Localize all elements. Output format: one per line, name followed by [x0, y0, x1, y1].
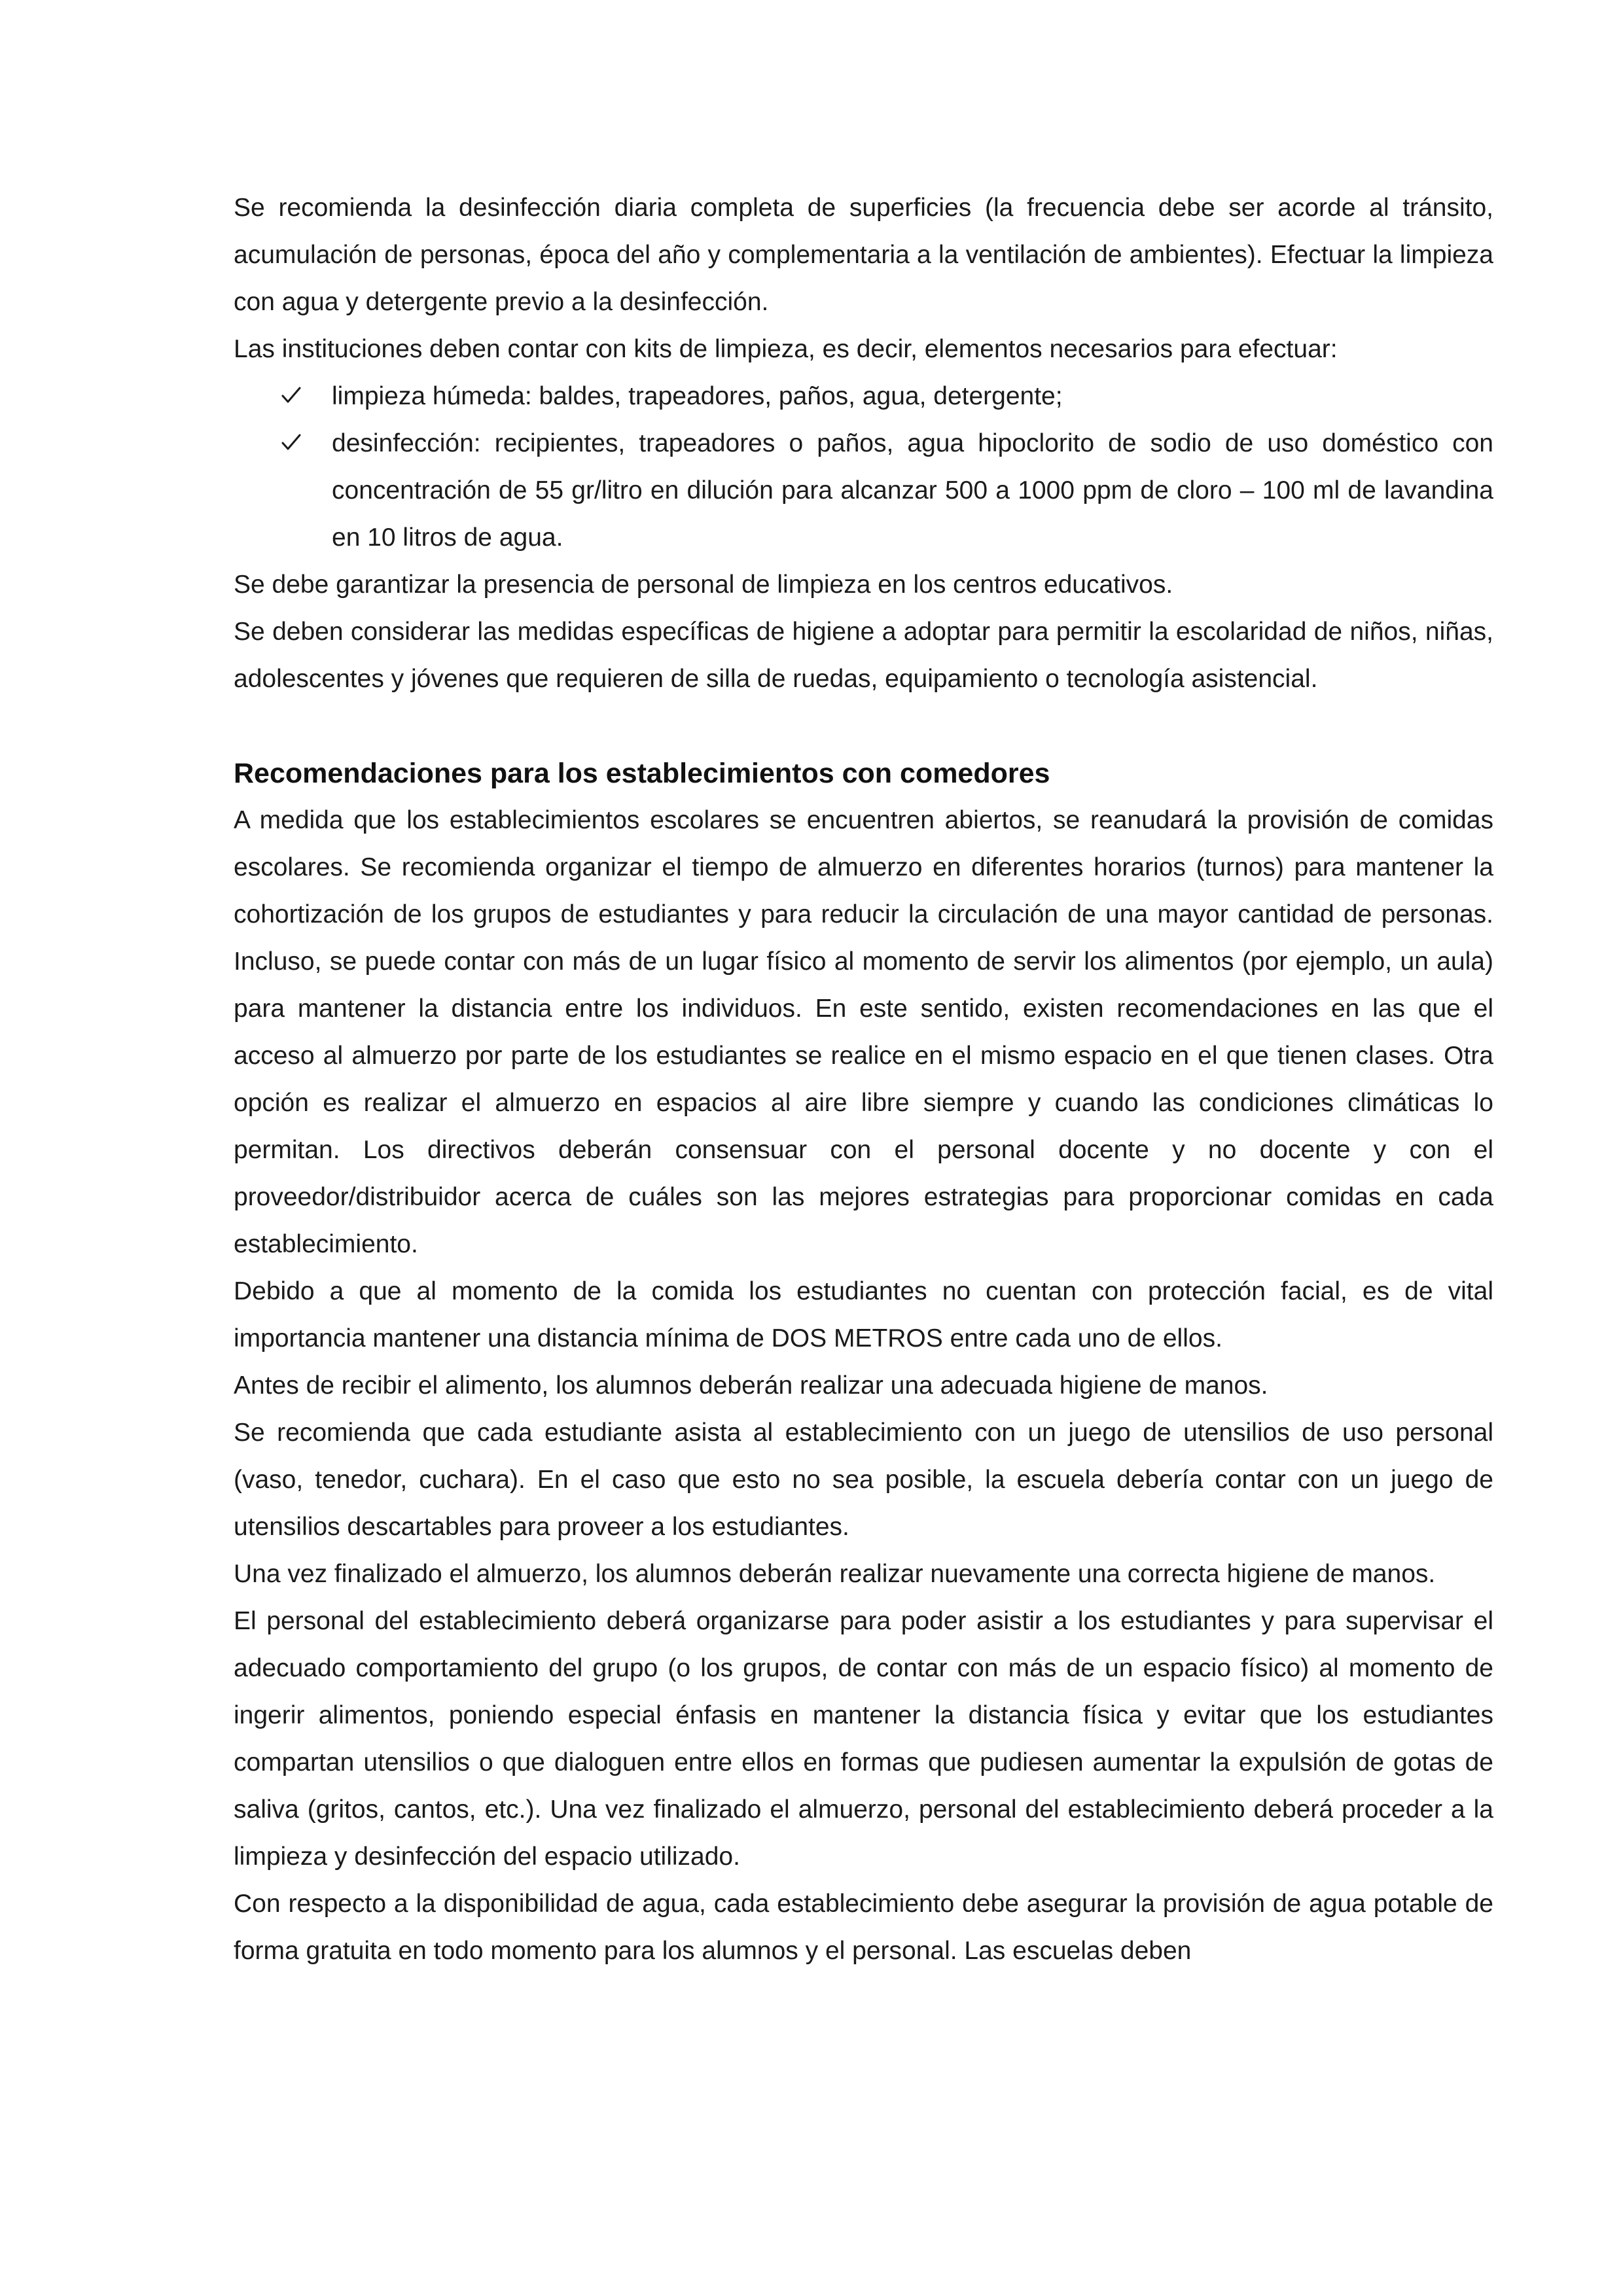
paragraph-cleaning-kits: Las instituciones deben contar con kits de limpieza, es decir, elementos necesarios para efectuar: — [234, 335, 1338, 363]
cleaning-kit-list — [234, 373, 1493, 561]
section-heading: Recomendaciones para los establecimientos con comedores — [234, 758, 1050, 789]
checkmark-icon — [281, 420, 307, 467]
list-item-text: desinfección: recipientes, trapeadores o paños, agua hipoclorito de sodio de uso doméstico con concentración de 55 gr/litro en dilución para alcanzar 500 a 1000 ppm de cloro – 100 ml de lavandina en 10 litros de agua. — [332, 429, 1493, 552]
list-item — [234, 420, 1493, 561]
paragraph-hand-hygiene-after: Una vez finalizado el almuerzo, los alumnos deberán realizar nuevamente una correcta higiene de manos. — [234, 1560, 1436, 1588]
paragraph-water: Con respecto a la disponibilidad de agua, cada establecimiento debe asegurar la provisión de agua potable de forma gratuita en todo momento para los alumnos y el personal. Las escuelas deben — [234, 1890, 1493, 1965]
paragraph-accessibility: Se deben considerar las medidas específicas de higiene a adoptar para permitir la escolaridad de niños, niñas, adolescentes y jóvenes que requieren de silla de ruedas, equipamiento o tecnología asistencial. — [234, 618, 1493, 693]
paragraph-distance: Debido a que al momento de la comida los estudiantes no cuentan con protección facial, es de vital importancia mantener una distancia mínima de DOS METROS entre cada uno de ellos. — [234, 1277, 1493, 1352]
list-item — [234, 373, 1493, 420]
paragraph-school-meals: A medida que los establecimientos escolares se encuentren abiertos, se reanudará la provisión de comidas escolares. Se recomienda organizar el tiempo de almuerzo en diferentes horarios (turnos) para mantener la cohortización de los grupos de estudiantes y para reducir la circulación de una mayor cantidad de personas. Incluso, se puede contar con más de un lugar físico al momento de servir los alimentos (por ejemplo, un aula) para mantener la distancia entre los individuos. En este sentido, existen recomendaciones en las que el acceso al almuerzo por parte de los estudiantes se realice en el mismo espacio en el que tienen clases. Otra opción es realizar el almuerzo en espacios al aire libre siempre y cuando las condiciones climáticas lo permitan. Los directivos deberán consensuar con el personal docente y no docente y con el proveedor/distribuidor acerca de cuáles son las mejores estrategias para proporcionar comidas en cada establecimiento. — [234, 806, 1493, 1258]
paragraph-utensils: Se recomienda que cada estudiante asista al establecimiento con un juego de utensilios de uso personal (vaso, tenedor, cuchara). En el caso que esto no sea posible, la escuela debería contar con un juego de utensilios descartables para proveer a los estudiantes. — [234, 1419, 1493, 1541]
list-item-text: limpieza húmeda: baldes, trapeadores, paños, agua, detergente; — [332, 382, 1063, 410]
document-page — [234, 185, 1493, 1975]
paragraph-cleaning-staff: Se debe garantizar la presencia de personal de limpieza en los centros educativos. — [234, 571, 1173, 599]
paragraph-staff-supervision: El personal del establecimiento deberá organizarse para poder asistir a los estudiantes y para supervisar el adecuado comportamiento del grupo (o los grupos, de contar con más de un espacio físico) al momento de ingerir alimentos, poniendo especial énfasis en mantener la distancia física y evitar que los estudiantes compartan utensilios o que dialoguen entre ellos en formas que pudiesen aumentar la expulsión de gotas de saliva (gritos, cantos, etc.). Una vez finalizado el almuerzo, personal del establecimiento deberá proceder a la limpieza y desinfección del espacio utilizado. — [234, 1607, 1493, 1871]
paragraph-hand-hygiene-before: Antes de recibir el alimento, los alumnos deberán realizar una adecuada higiene de manos. — [234, 1371, 1268, 1400]
section-spacer — [234, 703, 1493, 750]
checkmark-icon — [281, 373, 307, 420]
paragraph-disinfection: Se recomienda la desinfección diaria completa de superficies (la frecuencia debe ser acorde al tránsito, acumulación de personas, época del año y complementaria a la ventilación de ambientes). Efectuar la limpieza con agua y detergente previo a la desinfección. — [234, 194, 1493, 316]
